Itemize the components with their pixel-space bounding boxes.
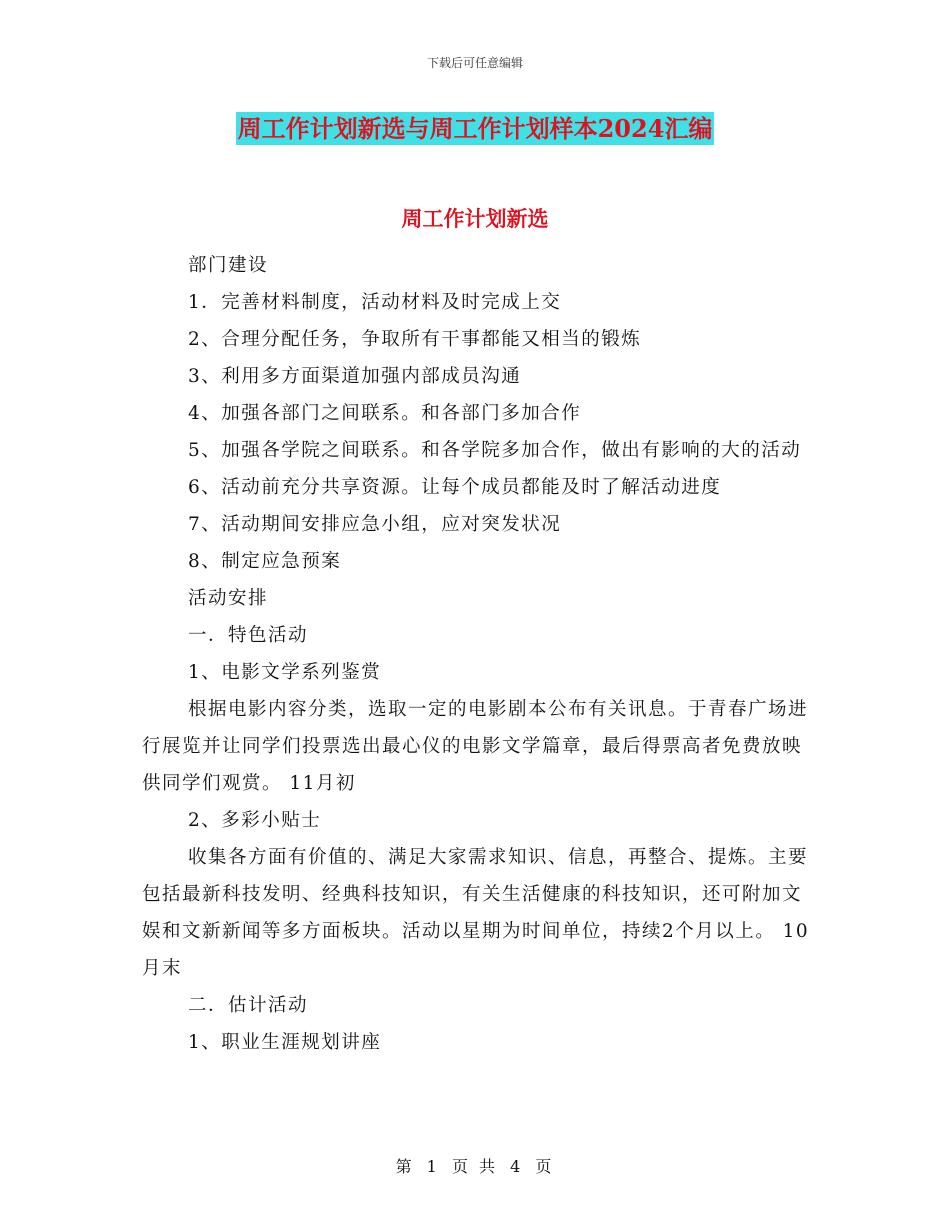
paragraph: 2、合理分配任务，争取所有干事都能又相当的锻炼 [188,329,642,350]
paragraph: 活动安排 [188,588,269,609]
page-total: 4 [510,1157,524,1176]
paragraph: 3、利用多方面渠道加强内部成员沟通 [188,366,522,387]
document-title-wrapper [0,112,950,146]
page-prefix: 第 [395,1157,415,1176]
paragraph: 7、活动期间安排应急小组，应对突发状况 [188,514,562,535]
paragraph: 部门建设 [188,255,269,276]
paragraph: 1．完善材料制度，活动材料及时完成上交 [188,292,562,313]
paragraph: 2、多彩小贴士 [188,810,322,831]
page-mid: 页 共 [451,1157,499,1176]
paragraph: 二．估计活动 [188,995,309,1016]
paragraph: 收集各方面有价值的、满足大家需求知识、信息，再整合、提炼。主要包括最新科技发明、经典科技知识，有关生活健康的科技知识，还可附加文娱和文新新闻等多方面板块。活动以星期为时间单位，持续2个月以上。 10月末 [142,847,810,979]
paragraph: 6、活动前充分共享资源。让每个成员都能及时了解活动进度 [188,477,722,498]
paragraph: 5、加强各学院之间联系。和各学院多加合作，做出有影响的大的活动 [188,440,802,461]
header-note: 下载后可任意编辑 [426,56,523,70]
document-title: 周工作计划新选与周工作计划样本2024汇编 [237,114,713,143]
page-suffix: 页 [535,1157,555,1176]
paragraph: 一．特色活动 [188,625,309,646]
paragraph: 8、制定应急预案 [188,551,342,572]
paragraph: 1、电影文学系列鉴赏 [188,662,382,683]
paragraph: 1、职业生涯规划讲座 [188,1032,382,1053]
paragraph: 根据电影内容分类，选取一定的电影剧本公布有关讯息。于青春广场进行展览并让同学们投票选出最心仪的电影文学篇章，最后得票高者免费放映供同学们观赏。 11月初 [142,699,809,794]
page-number: 1 [426,1157,440,1176]
page-footer [0,1154,950,1177]
paragraph: 4、加强各部门之间联系。和各部门多加合作 [188,403,582,424]
document-body [142,247,812,1061]
section-title: 周工作计划新选 [401,206,549,231]
